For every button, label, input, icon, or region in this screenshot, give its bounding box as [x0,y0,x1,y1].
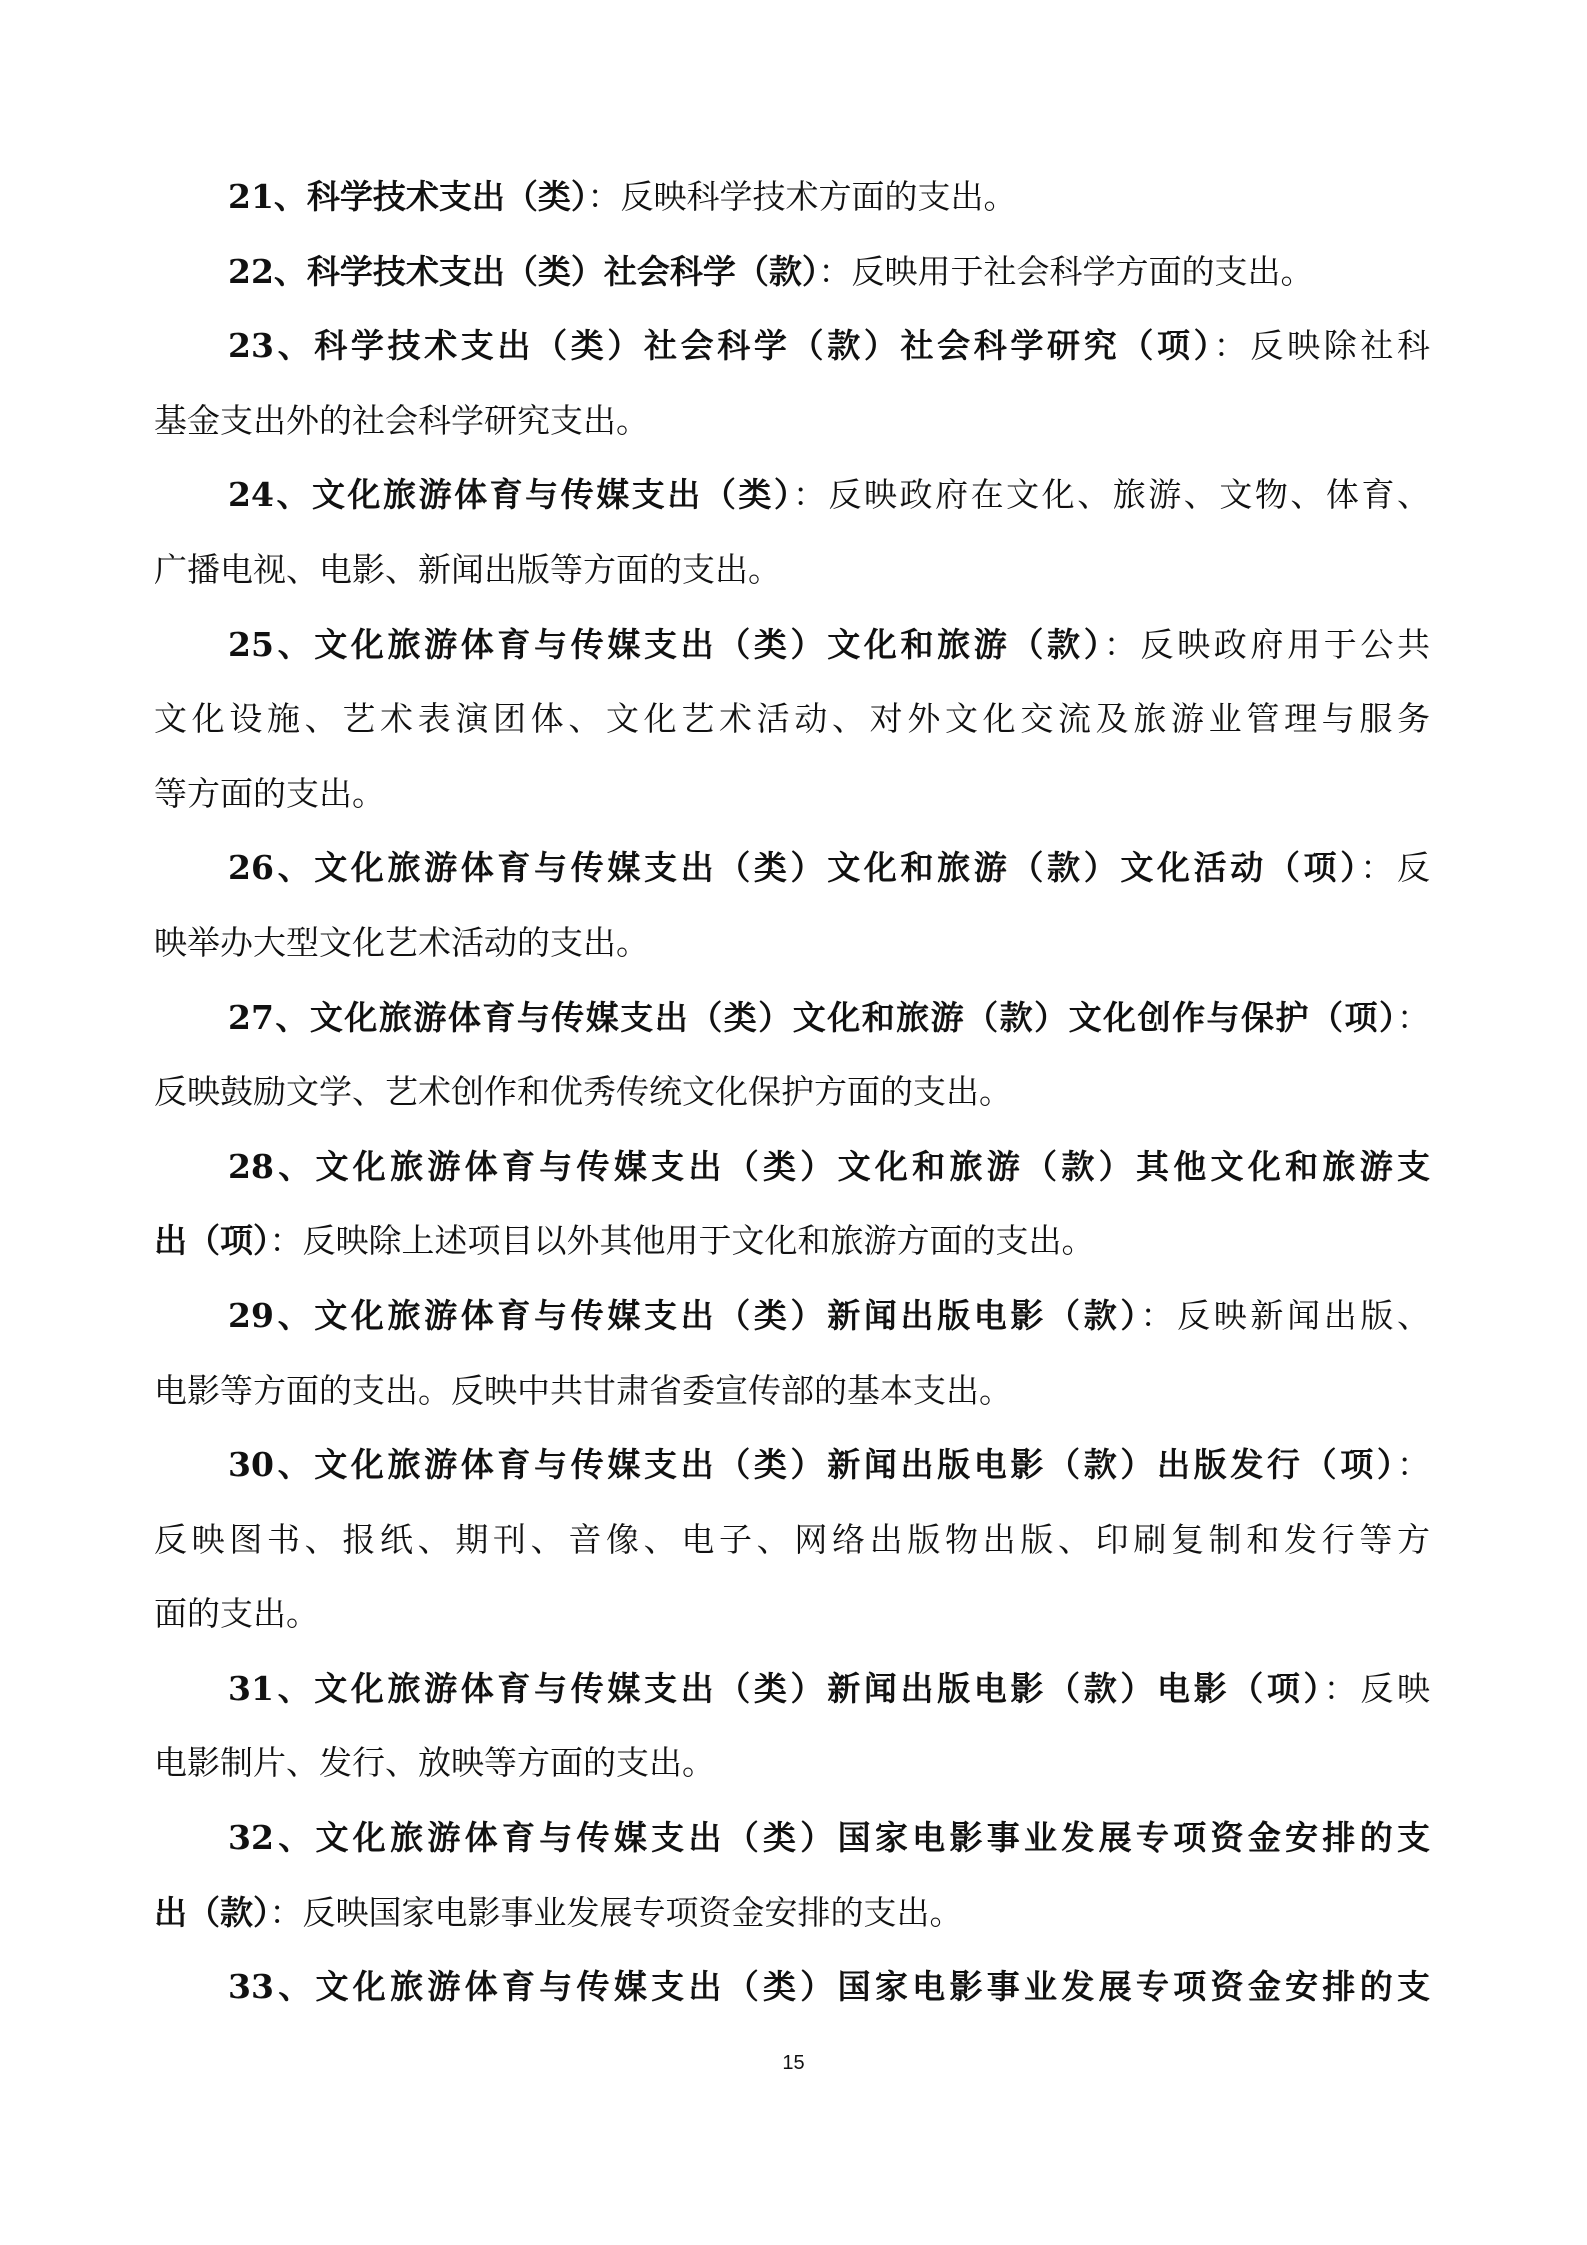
paragraph-28-line-1 [154,1130,1430,1205]
item-heading: 24、文化旅游体育与传媒支出（类） [228,475,793,515]
paragraph-25-line-1 [154,608,1430,683]
paragraph-25-line-3 [154,757,1430,832]
paragraph-24-line-2 [154,533,1430,608]
item-heading: 25、文化旅游体育与传媒支出（类）文化和旅游（款） [228,624,1104,664]
item-heading: 28、文化旅游体育与传媒支出（类）文化和旅游（款）其他文化和旅游支 [228,1146,1430,1186]
item-heading: 22、科学技术支出（类）社会科学（款） [228,251,819,291]
paragraph-24-line-1 [154,458,1430,533]
item-heading: 26、文化旅游体育与传媒支出（类）文化和旅游（款）文化活动（项） [228,848,1361,888]
paragraph-29-line-2 [154,1354,1430,1429]
item-description: ：反映科学技术方面的支出。 [587,177,1017,216]
item-heading: 21、科学技术支出（类） [228,177,588,216]
paragraph-30-line-1 [154,1428,1430,1503]
paragraph-32-line-2 [154,1876,1430,1951]
item-heading: 31、文化旅游体育与传媒支出（类）新闻出版电影（款）电影（项） [228,1668,1324,1708]
item-heading: 出（项） [154,1221,270,1261]
paragraph-22-line-1 [154,235,1430,310]
paragraph-30-line-3 [154,1577,1430,1652]
item-description: ：反映政府用于公共 [1103,624,1430,664]
paragraph-31-line-1 [154,1652,1430,1727]
item-description: 反映鼓励文学、艺术创作和优秀传统文化保护方面的支出。 [154,1072,1012,1112]
item-description: ：反映用于社会科学方面的支出。 [818,251,1314,291]
paragraph-27-line-1 [154,981,1430,1056]
item-heading: 27、文化旅游体育与传媒支出（类）文化和旅游（款）文化创作与保护（项） [228,997,1397,1037]
paragraph-32-line-1 [154,1801,1430,1876]
paragraph-23-line-1 [154,309,1430,384]
paragraph-26-line-1 [154,831,1430,906]
paragraph-29-line-1 [154,1279,1430,1354]
page-number: 15 [782,2052,805,2074]
paragraph-27-line-2 [154,1055,1430,1130]
paragraph-28-line-2 [154,1204,1430,1279]
item-description: ：反映国家电影事业发展专项资金安排的支出。 [269,1892,963,1932]
item-description: ：反映 [1323,1668,1430,1708]
item-description: 映举办大型文化艺术活动的支出。 [154,922,649,962]
paragraph-30-line-2 [154,1503,1430,1578]
paragraph-25-line-2 [154,682,1430,757]
item-description: 文化设施、艺术表演团体、文化艺术活动、对外文化交流及旅游业管理与服务 [154,699,1430,739]
item-description: 反映图书、报纸、期刊、音像、电子、网络出版物出版、印刷复制和发行等方 [154,1519,1430,1559]
item-description: 面的支出。 [154,1594,319,1634]
item-description: ：反映政府在文化、旅游、文物、体育、 [792,475,1430,515]
paragraph-33-line-1 [154,1950,1430,2025]
item-description: 基金支出外的社会科学研究支出。 [154,400,649,440]
paragraph-23-line-2 [154,384,1430,459]
paragraph-31-line-2 [154,1726,1430,1801]
item-description: 电影制片、发行、放映等方面的支出。 [154,1743,715,1783]
item-heading: 23、科学技术支出（类）社会科学（款）社会科学研究（项） [228,326,1214,366]
paragraph-21-line-1 [154,160,1430,235]
item-description: ：反映除社科 [1213,326,1430,366]
item-heading: 32、文化旅游体育与传媒支出（类）国家电影事业发展专项资金安排的支 [228,1818,1430,1858]
item-description: ：反映新闻出版、 [1140,1295,1430,1335]
paragraph-26-line-2 [154,906,1430,981]
item-description: ：反映除上述项目以外其他用于文化和旅游方面的支出。 [269,1221,1095,1261]
item-description: ： [1397,1445,1430,1485]
item-heading: 出（款） [154,1892,270,1932]
item-description: 电影等方面的支出。反映中共甘肃省委宣传部的基本支出。 [154,1370,1012,1410]
item-description: ：反 [1360,848,1430,888]
item-description: ： [1397,997,1430,1037]
document-body [154,160,1430,2025]
item-description: 等方面的支出。 [154,773,385,813]
item-heading: 29、文化旅游体育与传媒支出（类）新闻出版电影（款） [228,1295,1141,1335]
item-description: 广播电视、电影、新闻出版等方面的支出。 [154,549,781,589]
item-heading: 33、文化旅游体育与传媒支出（类）国家电影事业发展专项资金安排的支 [228,1967,1430,2007]
item-heading: 30、文化旅游体育与传媒支出（类）新闻出版电影（款）出版发行（项） [228,1445,1397,1485]
